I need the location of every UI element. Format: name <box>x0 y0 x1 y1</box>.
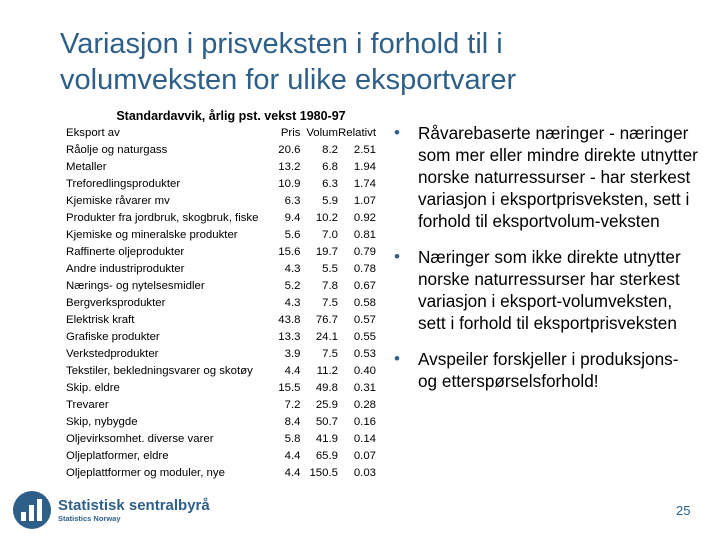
bullet-text: Næringer som ikke direkte utnytter norske naturressurser har sterkest variasjon i eksport-volumveksten, sett i forhold til eksportprisveksten <box>418 247 681 333</box>
volume-cell: 50.7 <box>315 416 338 428</box>
export-cell: Treforedlingsprodukter <box>66 178 181 190</box>
volume-cell: 41.9 <box>315 433 338 445</box>
volume-cell: 7.0 <box>322 229 338 241</box>
bullet-text: Avspeiler forskjeller i produksjons- og etterspørselsforhold! <box>418 349 679 391</box>
relative-cell: 0.28 <box>353 399 376 411</box>
price-cell: 13.3 <box>278 331 301 343</box>
volume-cell: 7.5 <box>322 348 338 360</box>
relative-cell: 2.51 <box>353 144 376 156</box>
column-header-relative: Relativt <box>338 127 376 139</box>
relative-cell: 1.94 <box>353 161 376 173</box>
relative-cell: 0.03 <box>353 467 376 479</box>
export-cell: Verkstedprodukter <box>66 348 159 360</box>
export-cell: Grafiske produkter <box>66 331 160 343</box>
export-cell: Bergverksprodukter <box>66 297 166 309</box>
price-cell: 15.6 <box>278 246 301 258</box>
relative-cell: 0.14 <box>353 433 376 445</box>
table-row <box>66 176 376 193</box>
relative-cell: 0.81 <box>353 229 376 241</box>
table-row <box>66 380 376 397</box>
export-cell: Trevarer <box>66 399 109 411</box>
column-header-export: Eksport av <box>66 127 120 139</box>
volume-cell: 76.7 <box>315 314 338 326</box>
export-cell: Produkter fra jordbruk, skogbruk, fiske <box>66 212 259 224</box>
bullet-list <box>392 122 702 406</box>
bullet-marker: • <box>394 247 400 266</box>
table-row <box>66 159 376 176</box>
table-row <box>66 346 376 363</box>
price-cell: 9.4 <box>284 212 301 224</box>
price-cell: 4.3 <box>284 297 301 309</box>
volume-cell: 10.2 <box>315 212 338 224</box>
volume-cell: 25.9 <box>315 399 338 411</box>
table-row <box>66 278 376 295</box>
price-cell: 5.6 <box>284 229 301 241</box>
price-cell: 8.4 <box>284 416 301 428</box>
table-row <box>66 193 376 210</box>
relative-cell: 0.58 <box>353 297 376 309</box>
volume-cell: 7.8 <box>322 280 338 292</box>
ssb-logo <box>12 490 210 530</box>
price-cell: 4.4 <box>284 450 301 462</box>
relative-cell: 0.67 <box>353 280 376 292</box>
table-row <box>66 312 376 329</box>
export-cell: Oljeplatformer, eldre <box>66 450 169 462</box>
table-row <box>66 431 376 448</box>
volume-cell: 24.1 <box>315 331 338 343</box>
relative-cell: 0.78 <box>353 263 376 275</box>
price-cell: 6.3 <box>284 195 301 207</box>
export-cell: Oljeplattformer og moduler, nye <box>66 467 225 479</box>
price-cell: 4.4 <box>284 365 301 377</box>
volume-cell: 150.5 <box>309 467 338 479</box>
price-cell: 7.2 <box>284 399 301 411</box>
price-cell: 5.2 <box>284 280 301 292</box>
bullet-marker: • <box>394 123 400 142</box>
volume-cell: 19.7 <box>315 246 338 258</box>
volume-cell: 6.3 <box>322 178 338 190</box>
price-cell: 4.3 <box>284 263 301 275</box>
table-row <box>66 465 376 482</box>
table-row <box>66 227 376 244</box>
relative-cell: 0.07 <box>353 450 376 462</box>
table-row <box>66 363 376 380</box>
column-header-price: Pris <box>280 127 301 139</box>
bullet-item <box>392 122 702 232</box>
export-cell: Oljevirksomhet. diverse varer <box>66 433 214 445</box>
table-row <box>66 142 376 159</box>
table-caption: Standardavvik, årlig pst. vekst 1980-97 <box>116 109 346 123</box>
export-cell: Metaller <box>66 161 107 173</box>
export-cell: Råolje og naturgass <box>66 144 168 156</box>
relative-cell: 0.31 <box>353 382 376 394</box>
price-cell: 4.4 <box>284 467 301 479</box>
export-cell: Skip. eldre <box>66 382 120 394</box>
relative-cell: 0.79 <box>353 246 376 258</box>
volume-cell: 5.5 <box>322 263 338 275</box>
table-row <box>66 397 376 414</box>
export-cell: Raffinerte oljeprodukter <box>66 246 185 258</box>
export-cell: Tekstiler, bekledningsvarer og skotøy <box>66 365 253 377</box>
relative-cell: 0.92 <box>353 212 376 224</box>
export-cell: Nærings- og nytelsesmidler <box>66 280 205 292</box>
volume-cell: 5.9 <box>322 195 338 207</box>
volume-cell: 49.8 <box>315 382 338 394</box>
column-header-volume: Volum <box>306 127 338 139</box>
slide-title: Variasjon i prisveksten i forhold til i volumveksten for ulike eksportvarer <box>60 28 517 96</box>
bullet-marker: • <box>394 349 400 368</box>
price-cell: 10.9 <box>278 178 301 190</box>
volume-cell: 7.5 <box>322 297 338 309</box>
volume-cell: 65.9 <box>315 450 338 462</box>
price-cell: 43.8 <box>278 314 301 326</box>
table-row <box>66 448 376 465</box>
price-cell: 5.8 <box>284 433 301 445</box>
price-cell: 3.9 <box>284 348 301 360</box>
price-cell: 15.5 <box>278 382 301 394</box>
export-cell: Kjemiske og mineralske produkter <box>66 229 238 241</box>
table-row <box>66 414 376 431</box>
export-cell: Skip, nybygde <box>66 416 138 428</box>
bullet-item <box>392 246 702 334</box>
relative-cell: 0.53 <box>353 348 376 360</box>
relative-cell: 1.74 <box>353 178 376 190</box>
export-cell: Andre industriprodukter <box>66 263 185 275</box>
table-row <box>66 329 376 346</box>
ssb-logo-icon <box>12 490 52 530</box>
volume-cell: 11.2 <box>316 365 338 377</box>
relative-cell: 1.07 <box>353 195 376 207</box>
volume-cell: 8.2 <box>322 144 338 156</box>
table-row <box>66 210 376 227</box>
bullet-text: Råvarebaserte næringer - næringer som mer eller mindre direkte utnytter norske naturressurser - har sterkest variasjon i eksportprisveksten, sett i forhold til eksportvolum-veksten <box>418 123 698 231</box>
export-cell: Kjemiske råvarer mv <box>66 195 170 207</box>
relative-cell: 0.16 <box>353 416 376 428</box>
logo-name: Statistisk sentralbyrå <box>58 497 210 514</box>
relative-cell: 0.57 <box>353 314 376 326</box>
table-header-row <box>66 125 376 142</box>
relative-cell: 0.55 <box>353 331 376 343</box>
export-cell: Elektrisk kraft <box>66 314 135 326</box>
table-row <box>66 295 376 312</box>
relative-cell: 0.40 <box>353 365 376 377</box>
price-cell: 13.2 <box>278 161 301 173</box>
page-number: 25 <box>676 503 691 518</box>
bullet-item <box>392 348 702 392</box>
table-row <box>66 261 376 278</box>
price-cell: 20.6 <box>278 144 301 156</box>
statistics-table-panel <box>66 108 376 482</box>
logo-subtitle: Statistics Norway <box>58 514 121 523</box>
table-row <box>66 244 376 261</box>
export-variation-table <box>66 125 376 482</box>
volume-cell: 6.8 <box>322 161 338 173</box>
